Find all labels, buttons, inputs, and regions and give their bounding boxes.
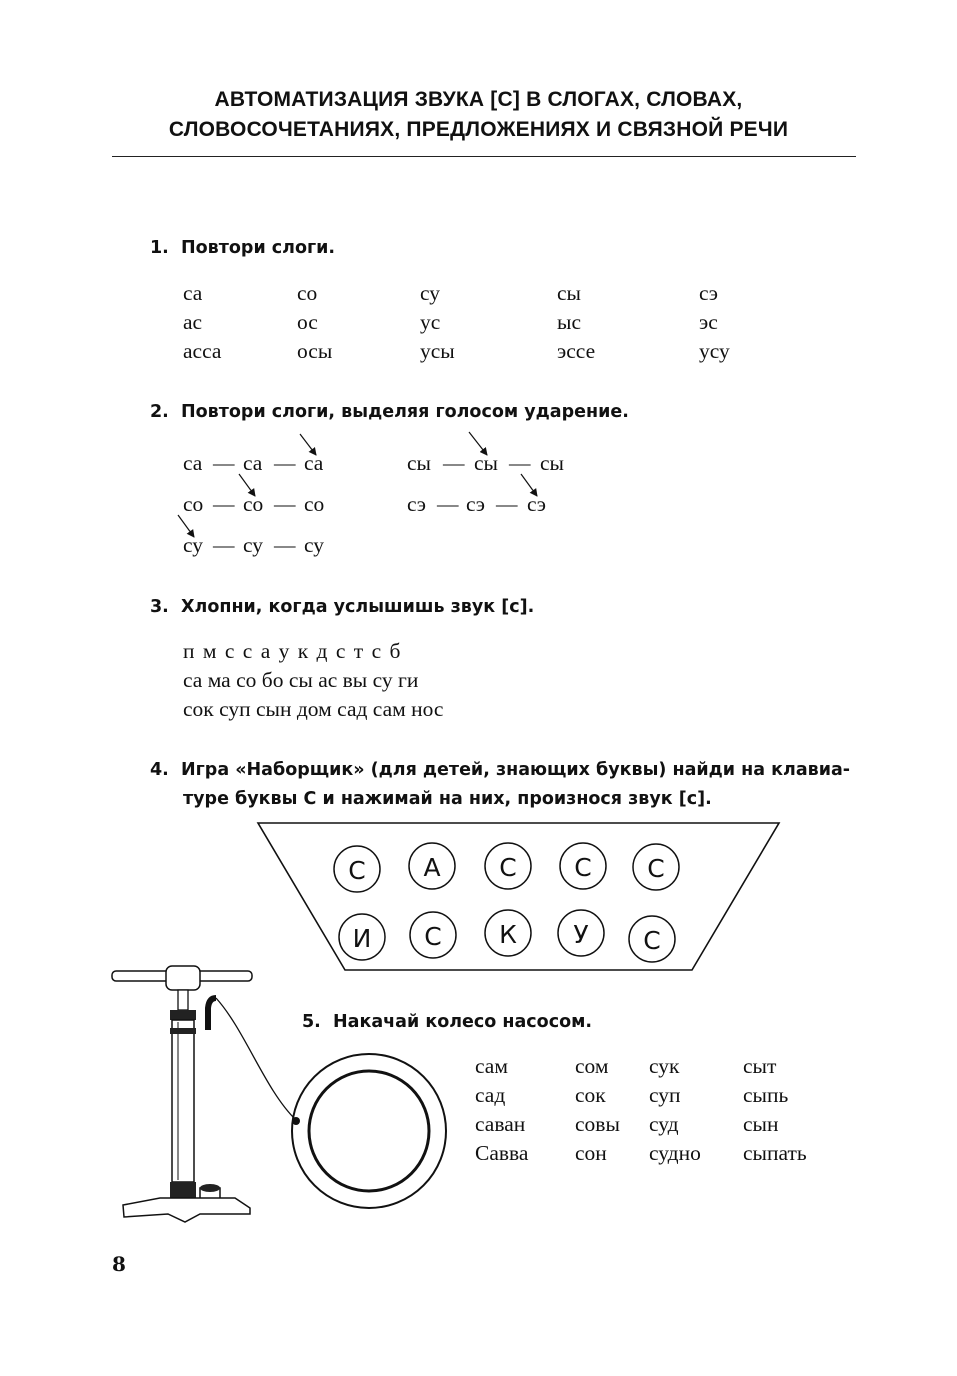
key-letter: У [573,920,589,949]
word: сон [575,1141,607,1165]
task-4-instruction-line-1: Игра «Наборщик» (для детей, знающих буквы) найди на клавиа- [181,760,851,780]
page-title-line-2: СЛОВОСОЧЕТАНИЯХ, ПРЕДЛОЖЕНИЯХ И СВЯЗНОЙ РЕЧИ [168,118,789,141]
syllable: усы [420,339,455,363]
word: суд [649,1112,679,1136]
dash: — [274,492,296,516]
syllable: са [183,281,203,305]
task-5-number: 5. [302,1012,321,1032]
task-1-instruction: Повтори слоги. [181,238,336,258]
dash: — [274,451,296,475]
syllable-stressed: сы [474,451,498,475]
task-5-heading [302,1012,592,1032]
dash: — [496,492,518,516]
syllable: су [243,533,264,557]
task-4-number: 4. [150,760,169,780]
task-3-line: п м с с а у к д с т с б [183,639,402,663]
word: сын [743,1112,779,1136]
dash: — [274,533,296,557]
syllable: осы [297,339,333,363]
task-4-instruction-line-2: туре буквы С и нажимай на них, произнося звук [с]. [183,789,712,809]
syllable: су [420,281,441,305]
syllable: ос [297,310,318,334]
syllable: со [304,492,325,516]
word: сом [575,1054,609,1078]
syllable: асса [183,339,222,363]
dash: — [213,492,235,516]
task-2-number: 2. [150,402,169,422]
dash: — [213,451,235,475]
word: сук [649,1054,680,1078]
word: сок [575,1083,606,1107]
word: саван [475,1112,526,1136]
syllable: эссе [557,339,596,363]
syllable: сы [407,451,431,475]
word: суп [649,1083,681,1107]
word: сыпать [743,1141,807,1165]
task-3-instruction: Хлопни, когда услышишь звук [с]. [181,597,535,617]
syllable: сы [540,451,564,475]
syllable-stressed: сэ [527,492,547,516]
syllable: са [183,451,203,475]
word: судно [649,1141,701,1165]
syllable: са [243,451,263,475]
word: совы [575,1112,620,1136]
dash: — [213,533,235,557]
keys-row-1 [334,843,679,892]
syllable: ыс [557,310,581,334]
syllable-stressed: са [304,451,324,475]
word: сад [475,1083,506,1107]
key-letter: И [352,924,372,953]
task-2-instruction: Повтори слоги, выделяя голосом ударение. [181,402,629,422]
syllable: усу [699,339,730,363]
pump-illustration [112,966,300,1222]
syllable: эс [699,310,718,334]
key-letter: С [643,926,661,955]
task-5-instruction: Накачай колесо насосом. [333,1012,593,1032]
page-number: 8 [112,1252,126,1276]
syllable: со [297,281,318,305]
syllable: ас [183,310,203,334]
key-letter: К [499,920,517,949]
key-letter: С [647,854,665,883]
task-3-line: са ма со бо сы ас вы су ги [183,668,419,692]
dash: — [509,451,531,475]
task-3-line: сок суп сын дом сад сам нос [183,697,444,721]
key-letter: С [574,853,592,882]
word: Савва [475,1141,529,1165]
syllable: су [304,533,325,557]
keys-row-2 [339,910,675,962]
word: сам [475,1054,508,1078]
dash: — [443,451,465,475]
page-title-line-1: АВТОМАТИЗАЦИЯ ЗВУКА [С] В СЛОГАХ, СЛОВАХ, [214,88,743,111]
syllable: ус [420,310,441,334]
key-letter: С [499,853,517,882]
syllable: сэ [407,492,427,516]
key-letter: А [423,853,441,882]
syllable: со [183,492,204,516]
syllable: сэ [466,492,486,516]
syllable-stressed: су [183,533,204,557]
key-letter: С [348,856,366,885]
word: сыпь [743,1083,789,1107]
wheel-illustration [292,1054,446,1208]
syllable: сы [557,281,581,305]
syllable: сэ [699,281,719,305]
task-1-number: 1. [150,238,169,258]
dash: — [437,492,459,516]
word: сыт [743,1054,777,1078]
task-3-number: 3. [150,597,169,617]
key-letter: С [424,922,442,951]
syllable-stressed: со [243,492,264,516]
